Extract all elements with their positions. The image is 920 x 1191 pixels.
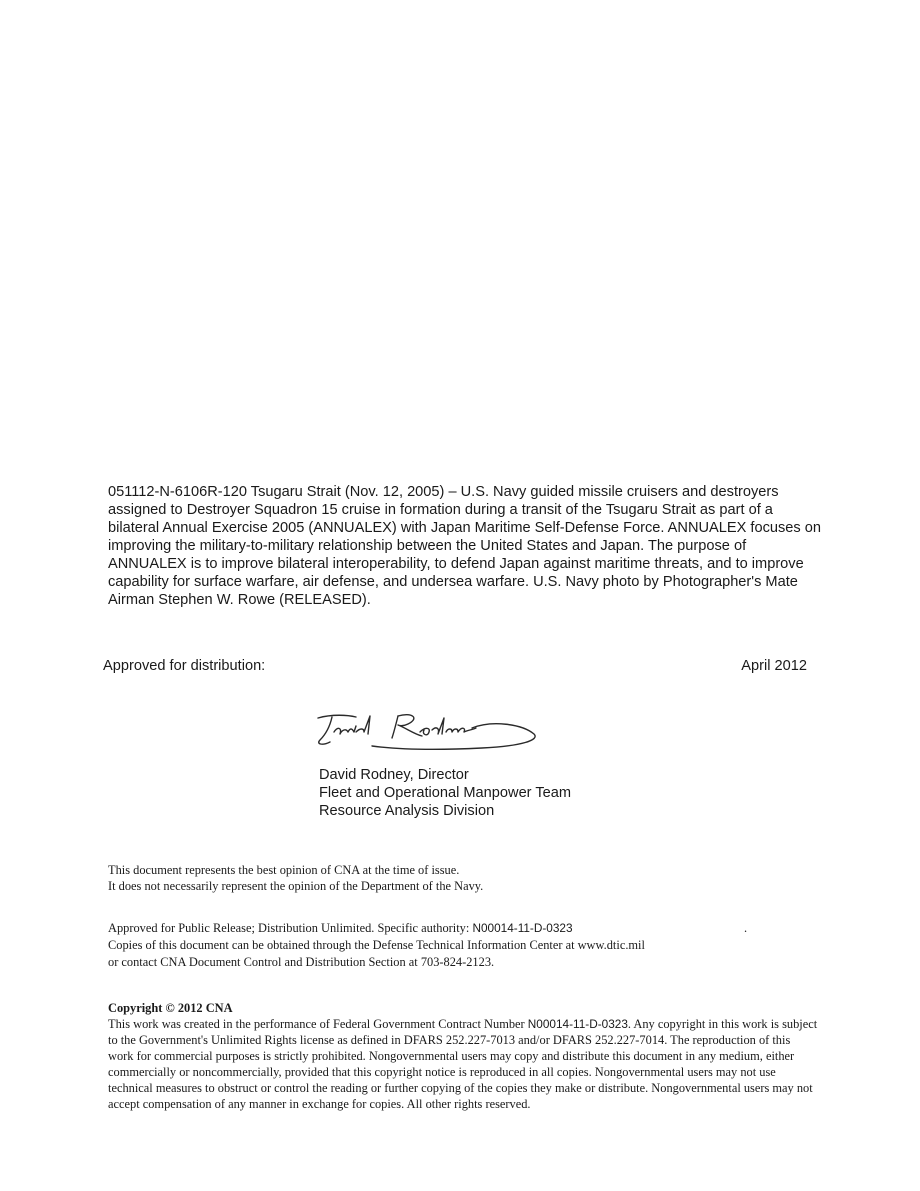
signatory-name-title: David Rodney, Director <box>319 767 469 783</box>
photo-caption: 051112-N-6106R-120 Tsugaru Strait (Nov. 12, 2005) – U.S. Navy guided missile cruisers and destroyers assigned to Destroyer Squadron 15 cruise in formation during a transit of the Tsugaru Strait as part of a bilateral Annual Exercise 2005 (ANNUALEX) with Japan Maritime Self-Defense Force. ANNUALEX focuses on improving the military-to-military relationship between the United States and Japan. The purpose of ANNUALEX is to improve bilateral interoperability, to defend Japan against maritime threats, and to improve capability for surface warfare, air defense, and undersea warfare. U.S. Navy photo by Photographer's Mate Airman Stephen W. Rowe (RELEASED). <box>108 484 821 608</box>
release-dtic-line: Copies of this document can be obtained through the Defense Technical Information Center at www.dtic.mil <box>108 938 645 952</box>
release-period: . <box>744 921 748 935</box>
opinion-disclaimer <box>108 862 483 894</box>
release-authority-text: Approved for Public Release; Distribution Unlimited. Specific authority: <box>108 921 473 935</box>
release-statement <box>108 920 758 971</box>
signatory-team: Fleet and Operational Manpower Team <box>319 785 572 801</box>
signatory-block <box>319 766 571 820</box>
approval-label: Approved for distribution: <box>103 658 266 674</box>
director-signature <box>312 706 544 762</box>
copyright-notice <box>108 1000 818 1112</box>
copyright-body-suffix: . Any copyright in this work is subject to the Government's Unlimited Rights license as defined in DFARS 252.227-7013 and/or DFARS 252.227-7014. The reproduction of this work for commercial purposes is strictly prohibited. Nongovernmental users may copy and distribute this document in any medium, either commercially or noncommercially, provided that this copyright notice is reproduced in all copies. Nongovernmental users may not use technical measures to obstruct or control the reading or further copying of the copies they make or distribute. Nongovernmental users may not accept compensation of any manner in exchange for copies. All other rights reserved. <box>108 1017 818 1111</box>
approval-date: April 2012 <box>741 658 807 674</box>
opinion-line-1: This document represents the best opinion of CNA at the time of issue. <box>108 863 460 877</box>
release-contact-line: or contact CNA Document Control and Distribution Section at 703-824-2123. <box>108 955 495 969</box>
signatory-division: Resource Analysis Division <box>319 803 495 819</box>
copyright-contract-number: N00014-11-D-0323 <box>527 1017 628 1031</box>
opinion-line-2: It does not necessarily represent the opinion of the Department of the Navy. <box>108 879 484 893</box>
copyright-heading: Copyright © 2012 CNA <box>108 1001 233 1015</box>
copyright-body-prefix: This work was created in the performance of Federal Government Contract Number <box>108 1017 528 1031</box>
copyright-body <box>108 1016 818 1112</box>
release-contract-number: N00014-11-D-0323 <box>472 921 573 935</box>
